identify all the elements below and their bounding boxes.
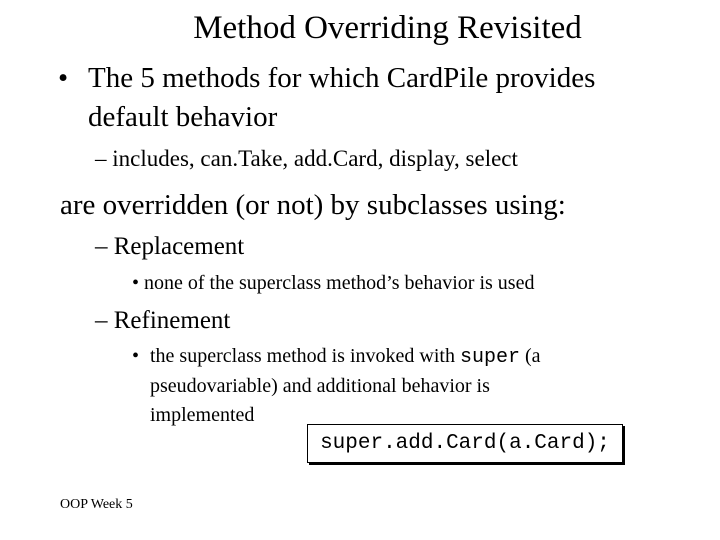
- refinement-detail-line2: pseudovariable) and additional behavior is: [150, 375, 490, 397]
- replacement-detail: • none of the superclass method’s behavior is used: [132, 272, 535, 294]
- bullet-text-line2: default behavior: [88, 101, 278, 133]
- bullet-marker: •: [58, 62, 69, 94]
- slide-title: Method Overriding Revisited: [193, 10, 582, 46]
- slide-footer: OOP Week 5: [60, 497, 133, 512]
- super-keyword: super: [459, 346, 520, 369]
- refinement-detail-post: (a: [519, 345, 541, 367]
- bullet-text-line1: The 5 methods for which CardPile provides: [88, 62, 596, 94]
- refinement-bullet-marker: •: [132, 345, 140, 367]
- code-example-box: super.add.Card(a.Card);: [307, 424, 623, 463]
- refinement-label: – Refinement: [95, 307, 231, 334]
- refinement-detail-line1: [150, 342, 541, 372]
- replacement-label: – Replacement: [95, 233, 245, 260]
- refinement-detail-pre: the superclass method is invoked with: [150, 345, 460, 367]
- overridden-statement: are overridden (or not) by subclasses using:: [60, 189, 566, 221]
- method-list-subbullet: – includes, can.Take, add.Card, display, select: [95, 146, 518, 171]
- refinement-detail-line3: implemented: [150, 404, 255, 426]
